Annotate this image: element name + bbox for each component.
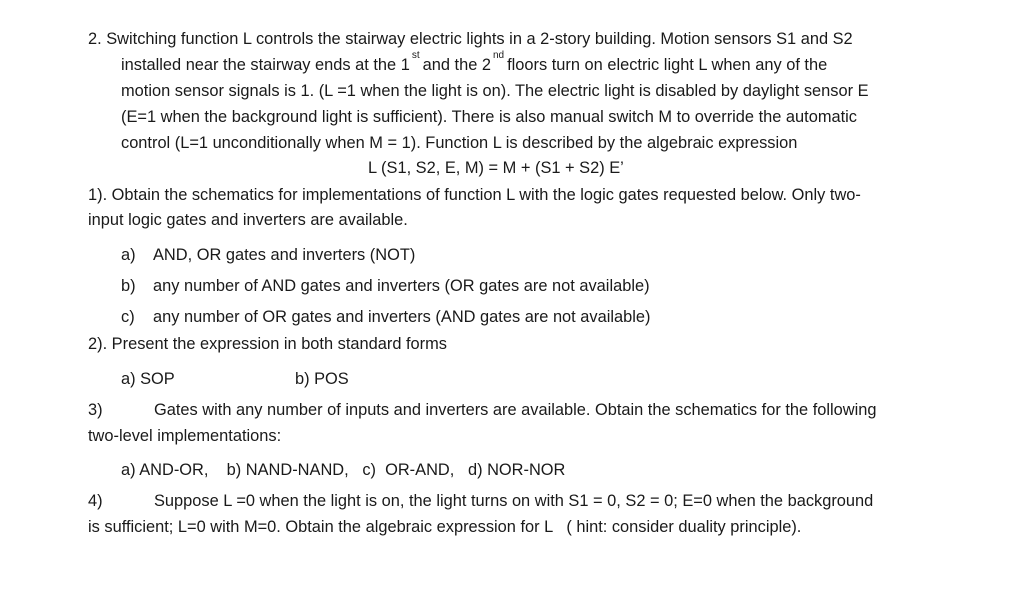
intro-line-3: motion sensor signals is 1. (L =1 when the light is on). The electric light is disabled by daylight sensor E (121, 82, 869, 100)
intro-line-4: (E=1 when the background light is sufficient). There is also manual switch M to override the automatic (121, 108, 857, 126)
part1-item-a (121, 242, 415, 268)
intro-line-5: control (L=1 unconditionally when M = 1). Function L is described by the algebraic expression (121, 134, 798, 152)
part1-item-b (121, 273, 650, 299)
intro-line-2-part-a: installed near the stairway ends at the 1 (121, 56, 410, 74)
part4-number: 4) (88, 492, 103, 510)
part1-line-2: input logic gates and inverters are available. (88, 211, 408, 229)
part1-item-b-text: any number of AND gates and inverters (OR gates are not available) (153, 277, 650, 295)
part1-item-c-text: any number of OR gates and inverters (AND gates are not available) (153, 308, 651, 326)
part3-line-1 (88, 397, 876, 423)
part3-options: a) AND-OR, b) NAND-NAND, c) OR-AND, d) NOR-NOR (121, 461, 566, 479)
part3-number: 3) (88, 401, 103, 419)
intro-line-2-part-b: and the 2 (422, 56, 491, 74)
part1-line-1: 1). Obtain the schematics for implementations of function L with the logic gates requested below. Only two- (88, 186, 861, 204)
part4-line-1 (88, 488, 873, 514)
part1-item-a-text: AND, OR gates and inverters (NOT) (153, 246, 416, 264)
part2-option-pos: b) POS (295, 370, 349, 388)
part2-line-1: 2). Present the expression in both standard forms (88, 335, 447, 353)
superscript-st: st (411, 50, 420, 61)
part1-item-a-label: a) (121, 246, 136, 264)
part2-option-sop: a) SOP (121, 370, 175, 388)
intro-line-2 (121, 52, 827, 78)
part1-item-c (121, 304, 650, 330)
intro-line-2-part-c: floors turn on electric light L when any of the (507, 56, 828, 74)
function-expression: L (S1, S2, E, M) = M + (S1 + S2) E’ (368, 159, 624, 177)
part3-line-2: two-level implementations: (88, 427, 282, 445)
part4-line-2: is sufficient; L=0 with M=0. Obtain the algebraic expression for L ( hint: consider duality principle). (88, 518, 802, 536)
intro-line-1: 2. Switching function L controls the stairway electric lights in a 2-story building. Motion sensors S1 and S2 (88, 30, 853, 48)
part2-options (121, 366, 349, 392)
part3-line-1-text: Gates with any number of inputs and inverters are available. Obtain the schematics for the following (154, 401, 877, 419)
part4-line-1-text: Suppose L =0 when the light is on, the light turns on with S1 = 0, S2 = 0; E=0 when the background (154, 492, 874, 510)
part1-item-b-label: b) (121, 277, 136, 295)
superscript-nd: nd (492, 50, 505, 61)
part1-item-c-label: c) (121, 308, 135, 326)
